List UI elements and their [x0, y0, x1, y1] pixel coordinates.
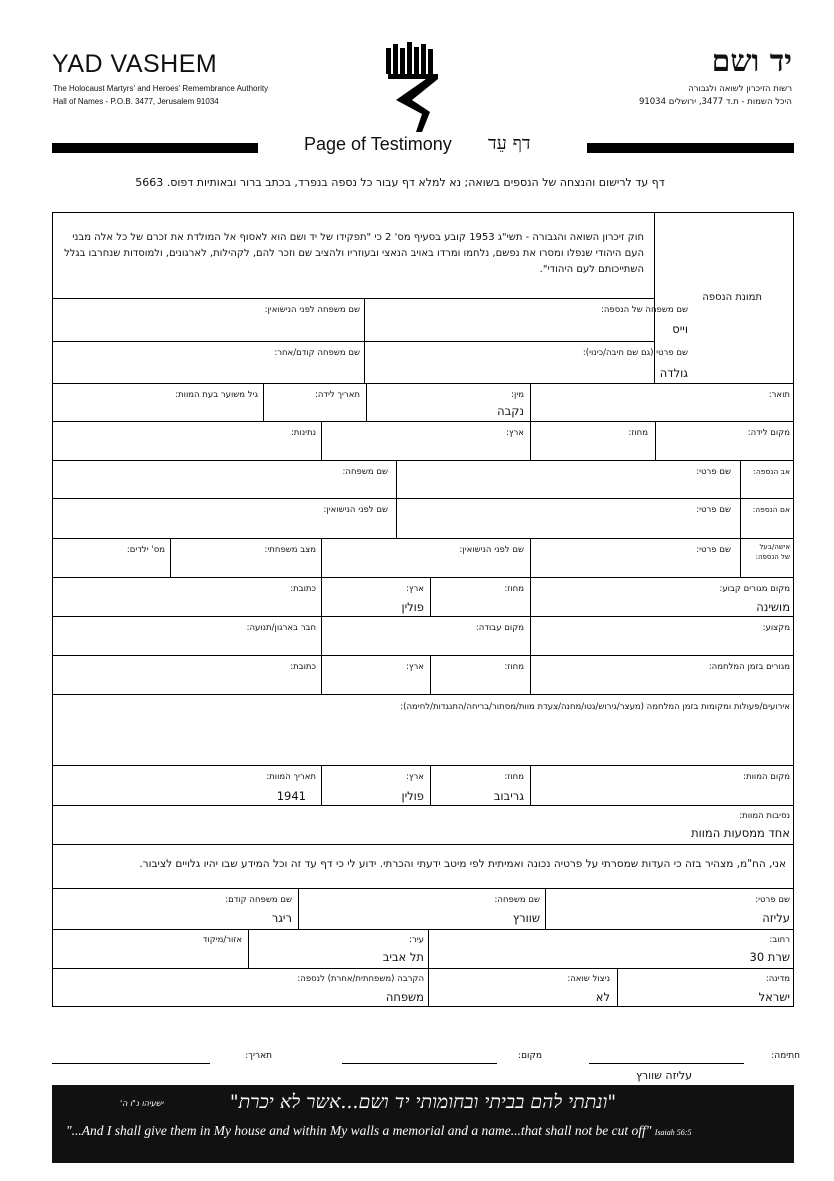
death-district-value[interactable]: גריבוב	[493, 789, 524, 803]
org-subtitle-english: The Holocaust Martyrs' and Heroes' Remembrance Authority	[53, 84, 269, 93]
organization-label: חבר בארגון/תנועה:	[246, 623, 316, 633]
spouse-label-line1: אישה/בעל	[759, 543, 790, 551]
signature-label: חתימה:	[771, 1051, 800, 1061]
yad-vashem-logo	[382, 42, 444, 134]
war-country-label: ארץ:	[406, 662, 424, 672]
death-place-label: מקום המוות:	[743, 772, 790, 782]
father-first-name-label: שם פרטי:	[696, 467, 731, 477]
first-name-label: שם פרטי (גם שם חיבה/כינוי):	[582, 348, 688, 358]
date-line[interactable]	[52, 1063, 210, 1064]
instructions: דף עד לרישום והנצחה של הנספים בשואה; נא למלא דף עבור כל נספה בנפרד, בכתב ברור ובאותיות דפוס. 5663	[135, 176, 665, 189]
residence-country-label: ארץ:	[406, 584, 424, 594]
org-name-english: YAD VASHEM	[52, 50, 218, 78]
relation-value[interactable]: משפחה	[385, 990, 424, 1004]
footer-source-english: Isaiah 56:5	[654, 1128, 692, 1137]
org-address-english: Hall of Names - P.O.B. 3477, Jerusalem 91034	[53, 97, 219, 106]
war-residence-label: מגורים בזמן המלחמה:	[708, 662, 790, 672]
signature-line[interactable]	[589, 1063, 744, 1064]
submitter-family-name-label: שם משפחה:	[494, 895, 540, 905]
title-label: תואר:	[768, 390, 790, 400]
children-count-label: מס' ילדים:	[126, 545, 165, 555]
death-date-value[interactable]: 1941	[276, 789, 306, 803]
war-address-label: כתובת:	[290, 662, 316, 672]
victim-photo-label: תמונת הנספה	[702, 292, 762, 303]
gender-value[interactable]: נקבה	[497, 404, 524, 418]
spouse-label-line2: של הנספה:	[755, 553, 790, 561]
death-date-label: תאריך המוות:	[266, 772, 316, 782]
nationality-label: נתינות:	[290, 428, 316, 438]
place-label: מקום:	[518, 1051, 542, 1061]
submitter-prev-name-label: שם משפחה קודם:	[225, 895, 292, 905]
residence-district-label: מחוז:	[504, 584, 524, 594]
war-district-label: מחוז:	[504, 662, 524, 672]
spouse-maiden-name-label: שם לפני הנישואין:	[459, 545, 524, 555]
footer-banner	[52, 1085, 794, 1163]
family-name-value[interactable]: וייס	[672, 322, 688, 336]
prev-family-name-label: שם משפחה קודם/אחר:	[274, 348, 360, 358]
submitter-country-value[interactable]: ישראל	[758, 990, 790, 1004]
footer-quote-hebrew: "ונתתי להם בביתי ובחומותי יד ושם...אשר לא יכרת"	[229, 1091, 617, 1113]
first-name-value[interactable]: גולדה	[659, 366, 688, 380]
footer-quote-english-wrap	[66, 1123, 691, 1139]
title-bar-left	[52, 143, 258, 153]
submitter-city-value[interactable]: תל אביב	[382, 950, 424, 964]
date-label: תאריך:	[245, 1051, 272, 1061]
death-circumstances-value[interactable]: אחד ממסעות המוות	[691, 826, 790, 840]
org-name-hebrew: יד ושם	[711, 44, 792, 79]
signer-name: עליזה שוורץ	[635, 1069, 692, 1082]
residence-label: מקום מגורים קבוע:	[719, 584, 790, 594]
residence-address-label: כתובת:	[290, 584, 316, 594]
footer-quote-english: "...And I shall give them in My house and within My walls a memorial and a name...that shall not be cut off"	[66, 1123, 652, 1138]
submitter-family-name-value[interactable]: שוורץ	[512, 911, 540, 925]
submitter-city-label: עיר:	[409, 935, 424, 945]
marital-status-label: מצב משפחתי:	[264, 545, 316, 555]
death-country-label: ארץ:	[406, 772, 424, 782]
war-events-label: אירועים/פעולות ומקומות בזמן המלחמה (מעצר/גירוש/גטו/מחנה/צעדת מוות/מסתור/בריחה/התנגדות/לחימה):	[400, 702, 790, 712]
residence-value[interactable]: מושינה	[756, 600, 790, 614]
submitter-zip-label: אזור/מיקוד	[202, 935, 242, 945]
birth-district-label: מחוז:	[628, 428, 648, 438]
maiden-name-label: שם משפחה לפני הנישואין:	[264, 305, 360, 315]
org-address-hebrew: היכל השמות - ת.ד 3477, ירושלים 91034	[638, 97, 792, 107]
death-circumstances-label: נסיבות המוות:	[739, 811, 790, 821]
relation-label: הקרבה (משפחתית/אחרת) לנספה:	[297, 974, 424, 984]
age-label: גיל משוער בעת המוות:	[175, 390, 258, 400]
birth-date-label: תאריך לידה:	[314, 390, 360, 400]
spouse-first-name-label: שם פרטי:	[696, 545, 731, 555]
death-district-label: מחוז:	[504, 772, 524, 782]
father-family-name-label: שם משפחה:	[342, 467, 388, 477]
survivor-value[interactable]: לא	[595, 990, 610, 1004]
place-line[interactable]	[342, 1063, 497, 1064]
workplace-label: מקום עבודה:	[475, 623, 524, 633]
submitter-prev-name-value[interactable]: ריגר	[271, 911, 292, 925]
declaration-text: אני, הח"מ, מצהיר בזה כי העדות שמסרתי על פרטיה נכונה ואמיתית לפי מיטב ידעתי והכרתי. ידוע לי כי דף עד זה וכל המידע שבו יהיו גלויים לציבור.	[139, 858, 786, 870]
mother-label: אם הנספה:	[752, 505, 790, 514]
profession-label: מקצוע:	[762, 623, 790, 633]
submitter-first-name-label: שם פרטי:	[755, 895, 790, 905]
mother-maiden-name-label: שם לפני הנישואין:	[323, 505, 388, 515]
title-bar-right	[587, 143, 794, 153]
submitter-first-name-value[interactable]: עליזה	[762, 911, 790, 925]
death-country-value[interactable]: פולין	[401, 789, 424, 803]
gender-label: מין:	[511, 390, 524, 400]
law-text: חוק זיכרון השואה והגבורה - תשי"ג 1953 קובע בסעיף מס' 2 כי "תפקידו של יד ושם הוא לאסוף אל המולדת את זכרם של כל אלה מבני העם היהודי שנפלו ומסרו את נפשם, נלחמו ומרדו באויב הנאצי ובעוזריו ולהציב שם וזכר להם, לקהילות, לארגונים, ולמוסדות שנחרבו בגלל השתייכותם לעם היהודי".	[64, 232, 644, 275]
submitter-country-label: מדינה:	[765, 974, 790, 984]
residence-country-value[interactable]: פולין	[401, 600, 424, 614]
submitter-street-label: רחוב:	[769, 935, 790, 945]
survivor-label: ניצול שואה:	[567, 974, 610, 984]
family-name-label: שם משפחה של הנספה:	[600, 305, 688, 315]
father-label: אב הנספה:	[753, 467, 790, 476]
form-title-hebrew: דף עֵד	[488, 133, 531, 154]
form-title-english: Page of Testimony	[304, 134, 452, 154]
mother-first-name-label: שם פרטי:	[696, 505, 731, 515]
submitter-street-value[interactable]: שרת 30	[749, 950, 790, 964]
birth-place-label: מקום לידה:	[747, 428, 790, 438]
footer-source-hebrew: ישעיהו נ"ו ה'	[120, 1099, 164, 1108]
birth-country-label: ארץ:	[506, 428, 524, 438]
org-subtitle-hebrew: רשות הזיכרון לשואה ולגבורה	[688, 84, 792, 94]
